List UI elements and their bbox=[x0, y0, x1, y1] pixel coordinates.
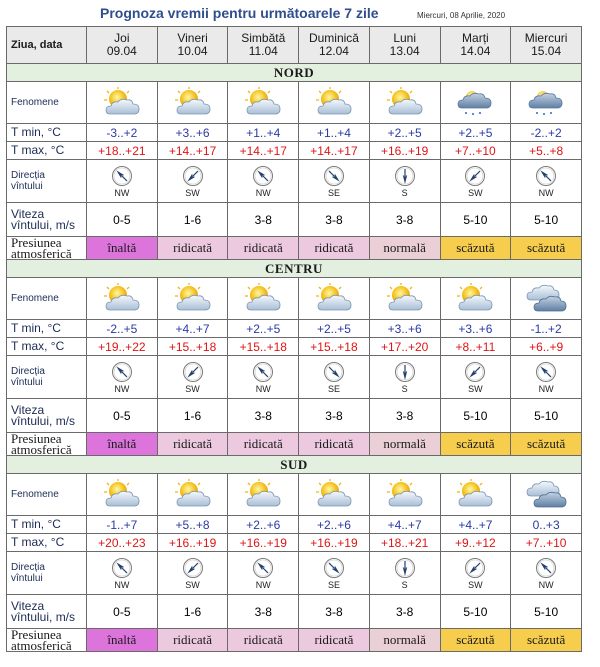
tmin-row bbox=[7, 516, 582, 534]
pressure-value: ridicată bbox=[228, 629, 299, 652]
pressure-value: ridicată bbox=[299, 433, 370, 456]
phenomena-cell bbox=[369, 474, 440, 516]
phenomena-cell bbox=[511, 278, 582, 320]
wind-speed-row bbox=[7, 595, 582, 629]
tmin-value: +3..+6 bbox=[440, 320, 511, 338]
wind-direction-value: SE bbox=[327, 579, 340, 590]
tmax-value: +16..+19 bbox=[228, 534, 299, 552]
day-date: 12.04 bbox=[318, 44, 349, 58]
tmax-value: +18..+21 bbox=[369, 534, 440, 552]
wind-direction-cell bbox=[87, 160, 158, 203]
tmin-value: +2..+6 bbox=[299, 516, 370, 534]
dark-clouds-icon bbox=[511, 283, 581, 315]
wind-speed-label-line1: Viteza bbox=[11, 206, 45, 221]
pressure-value: ridicată bbox=[157, 629, 228, 652]
tmin-value: +1..+4 bbox=[228, 124, 299, 142]
phenomena-row bbox=[7, 82, 582, 124]
wind-direction-cell bbox=[511, 552, 582, 595]
wind-direction-cell bbox=[440, 356, 511, 399]
region-name: SUD bbox=[7, 456, 582, 474]
wind-speed-value: 5-10 bbox=[440, 595, 511, 629]
tmax-value: +7..+10 bbox=[440, 142, 511, 160]
wind-speed-label-line2: vîntului, m/s bbox=[11, 217, 76, 232]
pressure-value: ridicată bbox=[157, 237, 228, 260]
day-name: Miercuri bbox=[524, 31, 568, 45]
tmin-value: +4..+7 bbox=[440, 516, 511, 534]
wind-direction-cell bbox=[440, 552, 511, 595]
tmin-value: -2..+2 bbox=[511, 124, 582, 142]
wind-speed-value: 3-8 bbox=[369, 399, 440, 433]
phenomena-cell bbox=[228, 82, 299, 124]
day-header bbox=[369, 27, 440, 64]
tmax-label: T max, °C bbox=[7, 142, 87, 160]
region-header-row bbox=[7, 456, 582, 474]
wind-direction-value: S bbox=[401, 187, 408, 198]
tmax-value: +17..+20 bbox=[369, 338, 440, 356]
wind-direction-cell bbox=[228, 356, 299, 399]
pressure-row bbox=[7, 433, 582, 456]
wind-speed-value: 5-10 bbox=[511, 399, 582, 433]
issue-date: Miercuri, 08 Aprilie, 2020 bbox=[417, 11, 506, 20]
wind-speed-value: 3-8 bbox=[299, 399, 370, 433]
day-header bbox=[87, 27, 158, 64]
pressure-value: ridicată bbox=[299, 629, 370, 652]
wind-direction-cell bbox=[87, 356, 158, 399]
tmax-value: +8..+11 bbox=[440, 338, 511, 356]
wind-direction-icon bbox=[535, 361, 557, 383]
wind-speed-value: 5-10 bbox=[440, 399, 511, 433]
tmax-value: +16..+19 bbox=[299, 534, 370, 552]
phenomena-cell bbox=[511, 82, 582, 124]
wind-direction-icon bbox=[111, 557, 133, 579]
wind-speed-value: 1-6 bbox=[157, 595, 228, 629]
pressure-value: ridicată bbox=[228, 237, 299, 260]
day-date: 14.04 bbox=[460, 44, 491, 58]
wind-direction-cell bbox=[157, 552, 228, 595]
pressure-value: normală bbox=[369, 237, 440, 260]
tmin-value: +2..+5 bbox=[369, 124, 440, 142]
wind-direction-cell bbox=[369, 160, 440, 203]
wind-direction-cell bbox=[440, 160, 511, 203]
wind-speed-value: 3-8 bbox=[299, 203, 370, 237]
tmax-value: +20..+23 bbox=[87, 534, 158, 552]
pressure-label bbox=[7, 237, 87, 260]
pressure-value: normală bbox=[369, 433, 440, 456]
sun-cloud-icon bbox=[87, 87, 157, 119]
tmin-value: +5..+8 bbox=[157, 516, 228, 534]
day-header bbox=[228, 27, 299, 64]
wind-direction-cell bbox=[87, 552, 158, 595]
pressure-label-line2: atmosferică bbox=[11, 246, 72, 260]
wind-direction-label bbox=[7, 356, 87, 399]
tmax-row bbox=[7, 338, 582, 356]
day-name: Simbătă bbox=[241, 31, 286, 45]
wind-direction-icon bbox=[252, 165, 274, 187]
pressure-value: ridicată bbox=[157, 433, 228, 456]
wind-direction-label-line1: Direcția bbox=[11, 170, 45, 181]
wind-direction-value: SE bbox=[327, 383, 340, 394]
wind-speed-value: 1-6 bbox=[157, 399, 228, 433]
tmax-value: +19..+22 bbox=[87, 338, 158, 356]
tmax-value: +9..+12 bbox=[440, 534, 511, 552]
tmax-row bbox=[7, 142, 582, 160]
cloud-snow-icon bbox=[441, 87, 511, 119]
tmin-value: +2..+5 bbox=[299, 320, 370, 338]
pressure-label-line2: atmosferică bbox=[11, 442, 72, 456]
wind-speed-value: 0-5 bbox=[87, 203, 158, 237]
day-date: 15.04 bbox=[531, 44, 562, 58]
day-name: Joi bbox=[114, 31, 130, 45]
tmax-label: T max, °C bbox=[7, 338, 87, 356]
wind-direction-cell bbox=[369, 552, 440, 595]
tmax-value: +5..+8 bbox=[511, 142, 582, 160]
wind-direction-icon bbox=[464, 165, 486, 187]
phenomena-label: Fenomene bbox=[7, 474, 87, 516]
region-name: NORD bbox=[7, 64, 582, 82]
wind-direction-icon bbox=[464, 557, 486, 579]
wind-speed-value: 3-8 bbox=[369, 203, 440, 237]
wind-speed-value: 1-6 bbox=[157, 203, 228, 237]
pressure-value: înaltă bbox=[87, 629, 158, 652]
phenomena-cell bbox=[157, 278, 228, 320]
wind-direction-icon bbox=[323, 165, 345, 187]
phenomena-cell bbox=[87, 474, 158, 516]
wind-direction-value: SW bbox=[468, 187, 483, 198]
tmin-value: +2..+5 bbox=[440, 124, 511, 142]
wind-speed-value: 5-10 bbox=[511, 203, 582, 237]
phenomena-cell bbox=[157, 474, 228, 516]
phenomena-cell bbox=[299, 82, 370, 124]
tmax-value: +18..+21 bbox=[87, 142, 158, 160]
tmin-value: +2..+5 bbox=[228, 320, 299, 338]
pressure-value: scăzută bbox=[440, 433, 511, 456]
day-name: Vineri bbox=[177, 31, 208, 45]
pressure-row bbox=[7, 629, 582, 652]
tmax-value: +15..+18 bbox=[157, 338, 228, 356]
wind-direction-icon bbox=[394, 361, 416, 383]
pressure-label bbox=[7, 629, 87, 652]
phenomena-cell bbox=[299, 474, 370, 516]
phenomena-cell bbox=[228, 278, 299, 320]
wind-direction-label bbox=[7, 552, 87, 595]
tmin-value: 0..+3 bbox=[511, 516, 582, 534]
day-name: Luni bbox=[393, 31, 416, 45]
phenomena-cell bbox=[157, 82, 228, 124]
wind-direction-icon bbox=[464, 361, 486, 383]
wind-direction-cell bbox=[228, 160, 299, 203]
tmin-row bbox=[7, 124, 582, 142]
wind-direction-row bbox=[7, 552, 582, 595]
phenomena-row bbox=[7, 474, 582, 516]
phenomena-cell bbox=[440, 82, 511, 124]
page-title: Prognoza vremii pentru următoarele 7 zile bbox=[100, 5, 379, 21]
pressure-value: scăzută bbox=[511, 237, 582, 260]
day-header bbox=[299, 27, 370, 64]
phenomena-row bbox=[7, 278, 582, 320]
wind-direction-icon bbox=[394, 557, 416, 579]
wind-speed-value: 0-5 bbox=[87, 595, 158, 629]
day-name: Duminică bbox=[308, 31, 359, 45]
tmax-value: +16..+19 bbox=[369, 142, 440, 160]
sun-cloud-icon bbox=[441, 283, 511, 315]
wind-direction-cell bbox=[299, 356, 370, 399]
pressure-value: scăzută bbox=[511, 433, 582, 456]
tmin-value: +2..+6 bbox=[228, 516, 299, 534]
region-header-row bbox=[7, 64, 582, 82]
wind-direction-value: NW bbox=[114, 383, 130, 394]
wind-direction-cell bbox=[511, 160, 582, 203]
phenomena-label: Fenomene bbox=[7, 82, 87, 124]
sun-cloud-icon bbox=[87, 479, 157, 511]
day-date: 09.04 bbox=[106, 44, 137, 58]
wind-speed-value: 3-8 bbox=[299, 595, 370, 629]
phenomena-cell bbox=[369, 82, 440, 124]
pressure-value: ridicată bbox=[299, 237, 370, 260]
wind-direction-value: NW bbox=[114, 187, 130, 198]
wind-direction-value: SW bbox=[185, 579, 200, 590]
wind-direction-icon bbox=[323, 361, 345, 383]
sun-cloud-icon bbox=[228, 283, 298, 315]
tmin-label: T min, °C bbox=[7, 320, 87, 338]
tmin-value: +3..+6 bbox=[157, 124, 228, 142]
wind-speed-value: 5-10 bbox=[440, 203, 511, 237]
tmin-value: -1..+7 bbox=[87, 516, 158, 534]
wind-direction-label-line2: vîntului bbox=[11, 181, 43, 192]
tmax-value: +7..+10 bbox=[511, 534, 582, 552]
wind-direction-icon bbox=[252, 361, 274, 383]
sun-cloud-icon bbox=[370, 479, 440, 511]
wind-direction-cell bbox=[157, 160, 228, 203]
wind-direction-cell bbox=[299, 160, 370, 203]
wind-direction-icon bbox=[323, 557, 345, 579]
sun-cloud-icon bbox=[228, 479, 298, 511]
tmax-value: +6..+9 bbox=[511, 338, 582, 356]
sun-cloud-icon bbox=[158, 479, 228, 511]
tmin-value: +1..+4 bbox=[299, 124, 370, 142]
tmin-label: T min, °C bbox=[7, 516, 87, 534]
wind-direction-value: NW bbox=[255, 383, 271, 394]
wind-direction-row bbox=[7, 356, 582, 399]
tmax-value: +14..+17 bbox=[157, 142, 228, 160]
pressure-value: scăzută bbox=[440, 629, 511, 652]
phenomena-cell bbox=[87, 278, 158, 320]
wind-direction-icon bbox=[182, 361, 204, 383]
wind-speed-label-line2: vîntului, m/s bbox=[11, 413, 76, 428]
wind-direction-cell bbox=[157, 356, 228, 399]
wind-direction-value: NW bbox=[255, 579, 271, 590]
tmax-value: +16..+19 bbox=[157, 534, 228, 552]
wind-direction-value: NW bbox=[538, 579, 554, 590]
tmin-value: +4..+7 bbox=[369, 516, 440, 534]
wind-direction-icon bbox=[182, 165, 204, 187]
day-header bbox=[157, 27, 228, 64]
region-header-row bbox=[7, 260, 582, 278]
sun-cloud-icon bbox=[441, 479, 511, 511]
wind-direction-value: SE bbox=[327, 187, 340, 198]
wind-direction-icon bbox=[182, 557, 204, 579]
wind-speed-row bbox=[7, 399, 582, 433]
wind-speed-label-line1: Viteza bbox=[11, 598, 45, 613]
tmin-value: +4..+7 bbox=[157, 320, 228, 338]
day-date: 13.04 bbox=[389, 44, 420, 58]
wind-speed-value: 3-8 bbox=[228, 595, 299, 629]
wind-direction-label-line1: Direcția bbox=[11, 366, 45, 377]
tmax-value: +15..+18 bbox=[299, 338, 370, 356]
phenomena-cell bbox=[440, 278, 511, 320]
dark-clouds-icon bbox=[511, 479, 581, 511]
wind-direction-cell bbox=[511, 356, 582, 399]
wind-direction-value: SW bbox=[185, 383, 200, 394]
sun-cloud-icon bbox=[299, 283, 369, 315]
tmax-value: +15..+18 bbox=[228, 338, 299, 356]
wind-direction-row bbox=[7, 160, 582, 203]
pressure-value: înaltă bbox=[87, 237, 158, 260]
phenomena-cell bbox=[228, 474, 299, 516]
wind-speed-value: 0-5 bbox=[87, 399, 158, 433]
day-date: 10.04 bbox=[177, 44, 208, 58]
wind-direction-icon bbox=[252, 557, 274, 579]
wind-speed-label-line1: Viteza bbox=[11, 402, 45, 417]
wind-direction-icon bbox=[535, 557, 557, 579]
wind-direction-label-line1: Direcția bbox=[11, 562, 45, 573]
wind-direction-value: SW bbox=[468, 383, 483, 394]
wind-speed-label bbox=[7, 399, 87, 433]
wind-direction-cell bbox=[299, 552, 370, 595]
wind-direction-value: S bbox=[401, 383, 408, 394]
day-header bbox=[440, 27, 511, 64]
pressure-value: ridicată bbox=[228, 433, 299, 456]
phenomena-label: Fenomene bbox=[7, 278, 87, 320]
tmin-label: T min, °C bbox=[7, 124, 87, 142]
tmax-label: T max, °C bbox=[7, 534, 87, 552]
wind-speed-value: 5-10 bbox=[511, 595, 582, 629]
tmin-value: +3..+6 bbox=[369, 320, 440, 338]
pressure-value: scăzută bbox=[511, 629, 582, 652]
wind-direction-value: NW bbox=[538, 383, 554, 394]
pressure-value: scăzută bbox=[440, 237, 511, 260]
wind-direction-label-line2: vîntului bbox=[11, 573, 43, 584]
day-header bbox=[511, 27, 582, 64]
sun-cloud-icon bbox=[299, 87, 369, 119]
wind-direction-value: S bbox=[401, 579, 408, 590]
sun-cloud-icon bbox=[158, 283, 228, 315]
wind-speed-value: 3-8 bbox=[228, 399, 299, 433]
wind-speed-value: 3-8 bbox=[369, 595, 440, 629]
tmax-value: +14..+17 bbox=[228, 142, 299, 160]
wind-direction-label-line2: vîntului bbox=[11, 377, 43, 388]
wind-speed-value: 3-8 bbox=[228, 203, 299, 237]
wind-direction-icon bbox=[535, 165, 557, 187]
tmin-value: -1..+2 bbox=[511, 320, 582, 338]
wind-direction-icon bbox=[111, 165, 133, 187]
day-date: 11.04 bbox=[248, 44, 278, 58]
pressure-value: înaltă bbox=[87, 433, 158, 456]
wind-direction-icon bbox=[394, 165, 416, 187]
header-label: Ziua, data bbox=[7, 27, 87, 64]
tmin-value: -3..+2 bbox=[87, 124, 158, 142]
region-name: CENTRU bbox=[7, 260, 582, 278]
sun-cloud-icon bbox=[370, 283, 440, 315]
phenomena-cell bbox=[87, 82, 158, 124]
wind-direction-value: SW bbox=[468, 579, 483, 590]
wind-speed-label bbox=[7, 203, 87, 237]
phenomena-cell bbox=[440, 474, 511, 516]
tmax-value: +14..+17 bbox=[299, 142, 370, 160]
pressure-label-line1: Presiunea bbox=[11, 628, 62, 642]
sun-cloud-icon bbox=[228, 87, 298, 119]
phenomena-cell bbox=[369, 278, 440, 320]
wind-speed-row bbox=[7, 203, 582, 237]
cloud-snow-icon bbox=[511, 87, 581, 119]
sun-cloud-icon bbox=[299, 479, 369, 511]
pressure-label-line1: Presiunea bbox=[11, 432, 62, 446]
phenomena-cell bbox=[299, 278, 370, 320]
tmin-value: -2..+5 bbox=[87, 320, 158, 338]
pressure-label-line1: Presiunea bbox=[11, 236, 62, 250]
header-row bbox=[7, 27, 582, 64]
forecast-table bbox=[6, 26, 582, 652]
wind-direction-label bbox=[7, 160, 87, 203]
title-bar bbox=[0, 0, 600, 26]
phenomena-cell bbox=[511, 474, 582, 516]
wind-direction-cell bbox=[369, 356, 440, 399]
wind-direction-cell bbox=[228, 552, 299, 595]
wind-speed-label-line2: vîntului, m/s bbox=[11, 609, 76, 624]
wind-direction-icon bbox=[111, 361, 133, 383]
sun-cloud-icon bbox=[158, 87, 228, 119]
wind-direction-value: NW bbox=[255, 187, 271, 198]
wind-direction-value: NW bbox=[114, 579, 130, 590]
wind-direction-value: NW bbox=[538, 187, 554, 198]
wind-speed-label bbox=[7, 595, 87, 629]
pressure-label-line2: atmosferică bbox=[11, 638, 72, 652]
day-name: Marți bbox=[462, 31, 489, 45]
pressure-label bbox=[7, 433, 87, 456]
sun-cloud-icon bbox=[87, 283, 157, 315]
tmax-row bbox=[7, 534, 582, 552]
sun-cloud-icon bbox=[370, 87, 440, 119]
tmin-row bbox=[7, 320, 582, 338]
wind-direction-value: SW bbox=[185, 187, 200, 198]
pressure-row bbox=[7, 237, 582, 260]
pressure-value: normală bbox=[369, 629, 440, 652]
